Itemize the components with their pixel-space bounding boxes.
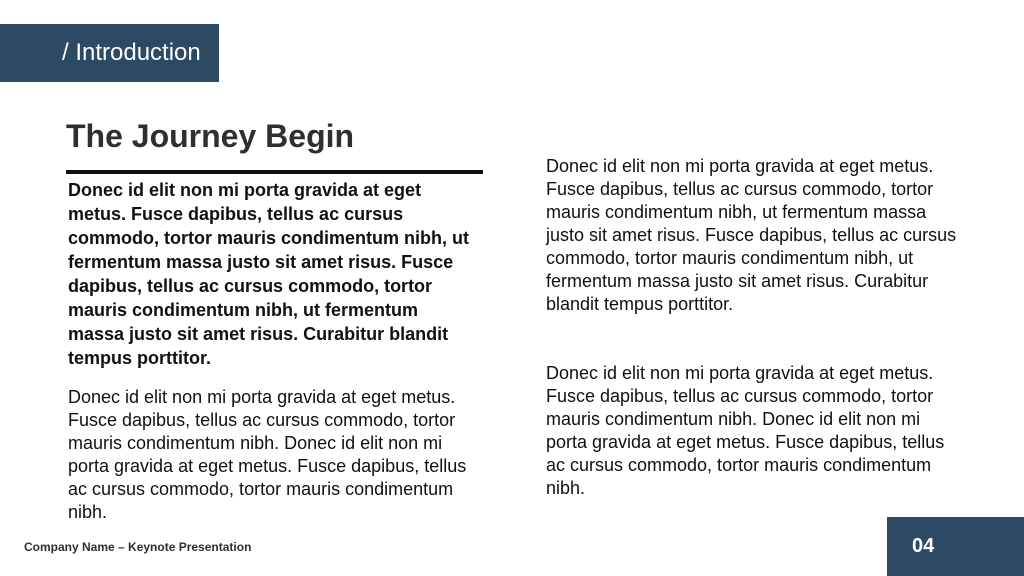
left-body-paragraph: Donec id elit non mi porta gravida at eget metus. Fusce dapibus, tellus ac cursus commodo, tortor mauris condimentum nibh. Donec id elit non mi porta gravida at eget metus. Fusce dapibus, tellus ac cursus commodo, tortor mauris condimentum nibh. (68, 387, 467, 522)
footer-company-name: Company Name – Keynote Presentation (24, 540, 252, 554)
lead-paragraph: Donec id elit non mi porta gravida at eget metus. Fusce dapibus, tellus ac cursus commodo, tortor mauris condimentum nibh, ut fermentum massa justo sit amet risus. Fusce dapibus, tellus ac cursus commodo, tortor mauris condimentum nibh, ut fermentum massa justo sit amet risus. Curabitur blandit tempus porttitor. (68, 180, 470, 368)
section-label: / Introduction (0, 24, 219, 82)
title-divider (66, 170, 483, 174)
right-paragraph-2: Donec id elit non mi porta gravida at eget metus. Fusce dapibus, tellus ac cursus commodo, tortor mauris condimentum nibh. Donec id elit non mi porta gravida at eget metus. Fusce dapibus, tellus ac cursus commodo, tortor mauris condimentum nibh. (546, 363, 945, 498)
page-title: The Journey Begin (66, 118, 355, 154)
right-paragraph-1: Donec id elit non mi porta gravida at eget metus. Fusce dapibus, tellus ac cursus commodo, tortor mauris condimentum nibh, ut fermentum massa justo sit amet risus. Fusce dapibus, tellus ac cursus commodo, tortor mauris condimentum nibh, ut fermentum massa justo sit amet risus. Curabitur blandit tempus porttitor. (546, 156, 957, 314)
page-number-badge: 04 (887, 517, 1024, 576)
